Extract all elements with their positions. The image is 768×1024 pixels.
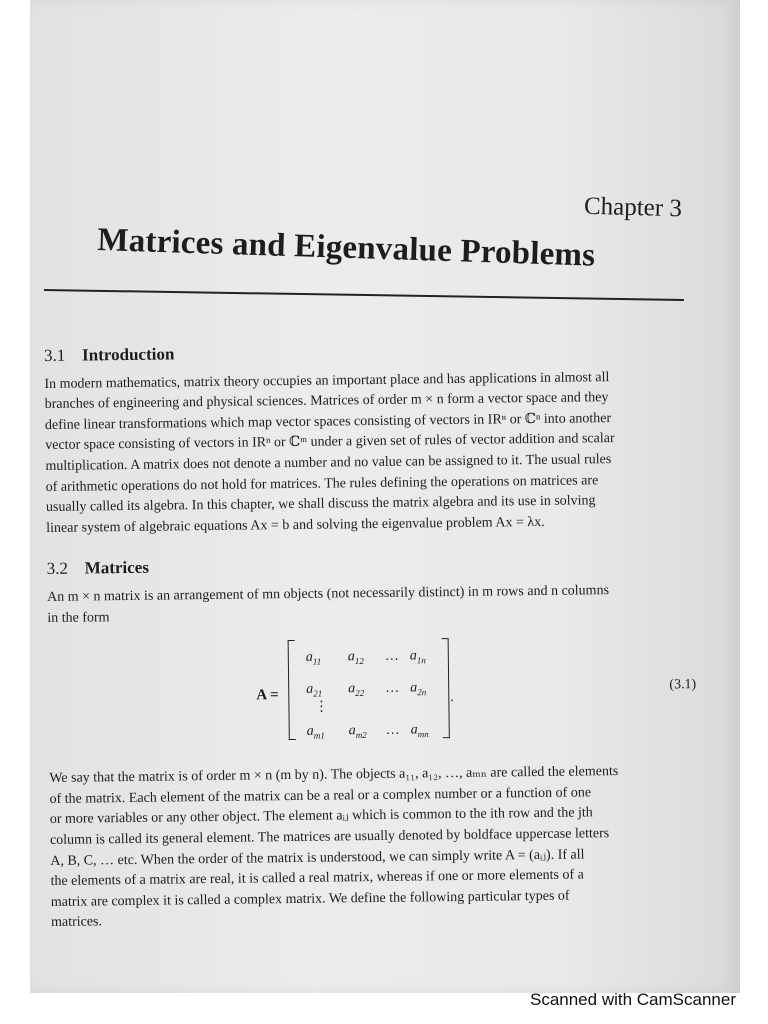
text-line: vector space consisting of vectors in IRⁿ or ℂᵐ under a given set of rules of vector addition and scalar <box>45 431 615 454</box>
text-line: usually called its algebra. In this chapter, we shall discuss the matrix algebra and its use in solving <box>45 493 596 516</box>
matrix-element: $a_{2n}$ <box>410 680 427 698</box>
title-rule <box>44 289 684 301</box>
section-number: 3.1 <box>44 345 66 365</box>
text-line: We say that the matrix is of order m × n (m by n). The objects a₁₁, a₁₂, …, aₘₙ are called the elements <box>49 764 619 787</box>
text-line: define linear transformations which map vector spaces consisting of vectors in IRⁿ or ℂⁿ into another <box>44 410 612 433</box>
book-page <box>30 0 740 993</box>
text-line: multiplication. A matrix does not denote a number and no value can be assigned to it. The usual rules <box>45 452 612 474</box>
text-line: matrices. <box>50 914 103 931</box>
matrix-element: $a_{m1}$ <box>306 723 325 741</box>
page-content <box>44 338 699 934</box>
left-bracket <box>288 640 296 740</box>
text-line: linear system of algebraic equations Ax = b and solving the eigenvalue problem Ax = λx. <box>46 514 545 536</box>
matrix-ellipsis: … <box>385 648 399 664</box>
matrix-equation <box>48 629 697 763</box>
scanner-watermark: Scanned with CamScanner <box>529 990 736 1009</box>
text-line: in the form <box>47 609 110 626</box>
text-line: of the matrix. Each element of the matrix can be a real or a complex number or a function of one <box>49 785 592 807</box>
matrix-vdots: ⋮ <box>314 699 329 715</box>
text-line: or more variables or any other object. The element aᵢⱼ which is common to the ith row and the jth <box>49 805 593 828</box>
matrix-element: $a_{1n}$ <box>409 648 426 666</box>
matrix-element: $a_{22}$ <box>348 681 365 699</box>
matrix-element: $a_{11}$ <box>305 649 322 667</box>
matrix-ellipsis: … <box>386 722 400 738</box>
text-line: of arithmetic operations do not hold for matrices. The rules defining the operations on matrices are <box>45 472 599 495</box>
matrix-element: $a_{21}$ <box>306 681 323 699</box>
matrices-paragraph-intro <box>47 580 695 629</box>
text-line: In modern mathematics, matrix theory occupies an important place and has applications in almost all <box>44 369 610 392</box>
section-title: Introduction <box>81 344 175 365</box>
text-line: A, B, C, … etc. When the order of the matrix is understood, we can simply write A = (aᵢⱼ). If all <box>50 846 585 869</box>
chapter-title: Matrices and Eigenvalue Problems <box>96 222 596 274</box>
equation-number: (3.1) <box>669 677 697 693</box>
matrix-element: $a_{12}$ <box>347 649 364 667</box>
text-line: An m × n matrix is an arrangement of mn objects (not necessarily distinct) in m rows and n columns <box>46 583 610 605</box>
text-line: matrix are complex it is called a complex matrix. We define the following particular types of <box>50 888 570 910</box>
matrix-element: $a_{mn}$ <box>410 722 429 740</box>
section-title: Matrices <box>84 558 150 578</box>
text-line: branches of engineering and physical sciences. Matrices of order m × n form a vector space and they <box>44 390 609 413</box>
matrix-element: $a_{m2}$ <box>348 723 367 741</box>
text-line: the elements of a matrix are real, it is called a real matrix, whereas if one or more elements of a <box>50 867 584 890</box>
equation-period: . <box>450 690 454 706</box>
text-line: column is called its general element. The matrices are usually denoted by boldface uppercase letters <box>49 826 610 848</box>
equation-lhs: A = <box>256 687 279 704</box>
matrices-paragraph-definition <box>49 761 699 934</box>
matrix-ellipsis: … <box>386 680 399 696</box>
chapter-label: Chapter 3 <box>583 192 683 223</box>
introduction-paragraph <box>44 367 694 540</box>
section-number: 3.2 <box>46 559 69 579</box>
section-heading-introduction <box>44 338 692 367</box>
right-bracket <box>442 638 450 738</box>
